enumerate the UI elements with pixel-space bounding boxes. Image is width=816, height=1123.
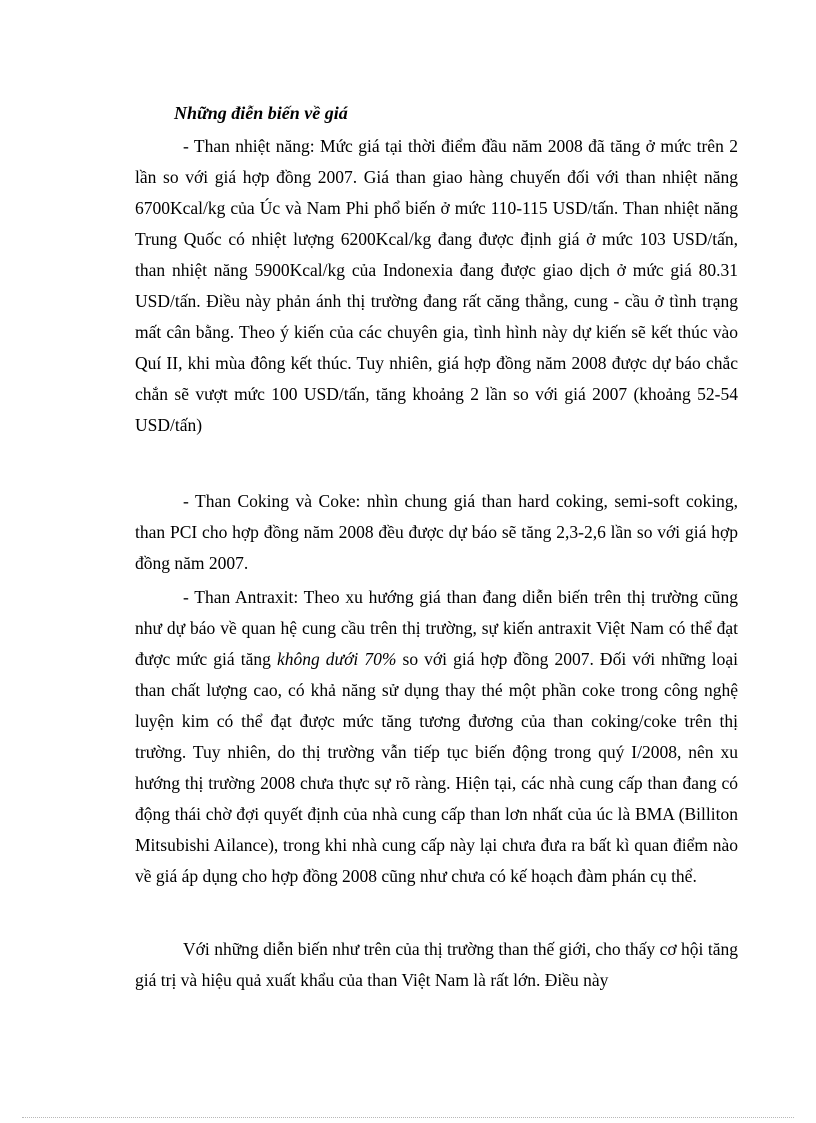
anthracite-italic-emphasis: không dưới 70% [276, 649, 397, 669]
paragraph-coking-coal: - Than Coking và Coke: nhìn chung giá than hard coking, semi-soft coking, than PCI cho hợp đồng năm 2008 đều được dự báo sẽ tăng 2,3-2,6 lần so với giá hợp đồng năm 2007. [135, 491, 738, 573]
paragraph-conclusion: Với những diễn biến như trên của thị trường than thế giới, cho thấy cơ hội tăng giá trị và hiệu quả xuất khẩu của than Việt Nam là rất lớn. Điều này [135, 939, 738, 990]
paragraph-anthracite [135, 582, 738, 892]
paragraph-thermal-coal: - Than nhiệt năng: Mức giá tại thời điểm đầu năm 2008 đã tăng ở mức trên 2 lần so với giá hợp đồng 2007. Giá than giao hàng chuyến đối với than nhiệt năng 6700Kcal/kg của Úc và Nam Phi phổ biến ở mức 110-115 USD/tấn. Than nhiệt năng Trung Quốc có nhiệt lượng 6200Kcal/kg đang được định giá ở mức 103 USD/tấn, than nhiệt năng 5900Kcal/kg của Indonexia đang được giao dịch ở mức giá 80.31 USD/tấn. Điều này phản ánh thị trường đang rất căng thẳng, cung - cầu ở tình trạng mất cân bằng. Theo ý kiến của các chuyên gia, tình hình này dự kiến sẽ kết thúc vào Quí II, khi mùa đông kết thúc. Tuy nhiên, giá hợp đồng năm 2008 được dự báo chắc chắn sẽ vượt mức 100 USD/tấn, tăng khoảng 2 lần so với giá 2007 (khoảng 52-54 USD/tấn) [135, 136, 738, 435]
anthracite-text-end: so với giá hợp đồng 2007. Đối với những loại than chất lượng cao, có khả năng sử dụng thay thé một phần coke trong công nghệ luyện kim có thể đạt được mức tăng tương đương của than coking/coke trên thị trường. Tuy nhiên, do thị trường vẫn tiếp tục biến động trong quý I/2008, nên xu hướng thị trường 2008 chưa thực sự rõ ràng. Hiện tại, các nhà cung cấp than đang có động thái chờ đợi quyết định của nhà cung cấp than lơn nhất của úc là BMA (Billiton Mitsubishi Ailance), trong khi nhà cung cấp này lại chưa đưa ra bất kì quan điểm nào về giá áp dụng cho hợp đồng 2008 cũng như chưa có kế hoạch đàm phán cụ thể. [135, 649, 739, 886]
section-heading: Những điễn biến về giá [174, 103, 348, 123]
page-footer-divider [22, 1117, 794, 1118]
anthracite-text-start: - Than Antraxit: Theo xu hướng giá than đang diễn biến trên thị trường cũng như dự báo về quan hệ cung cầu trên thị trường, sự kiến antraxit Việt Nam có thể đạt được mức giá tăng [135, 587, 738, 669]
